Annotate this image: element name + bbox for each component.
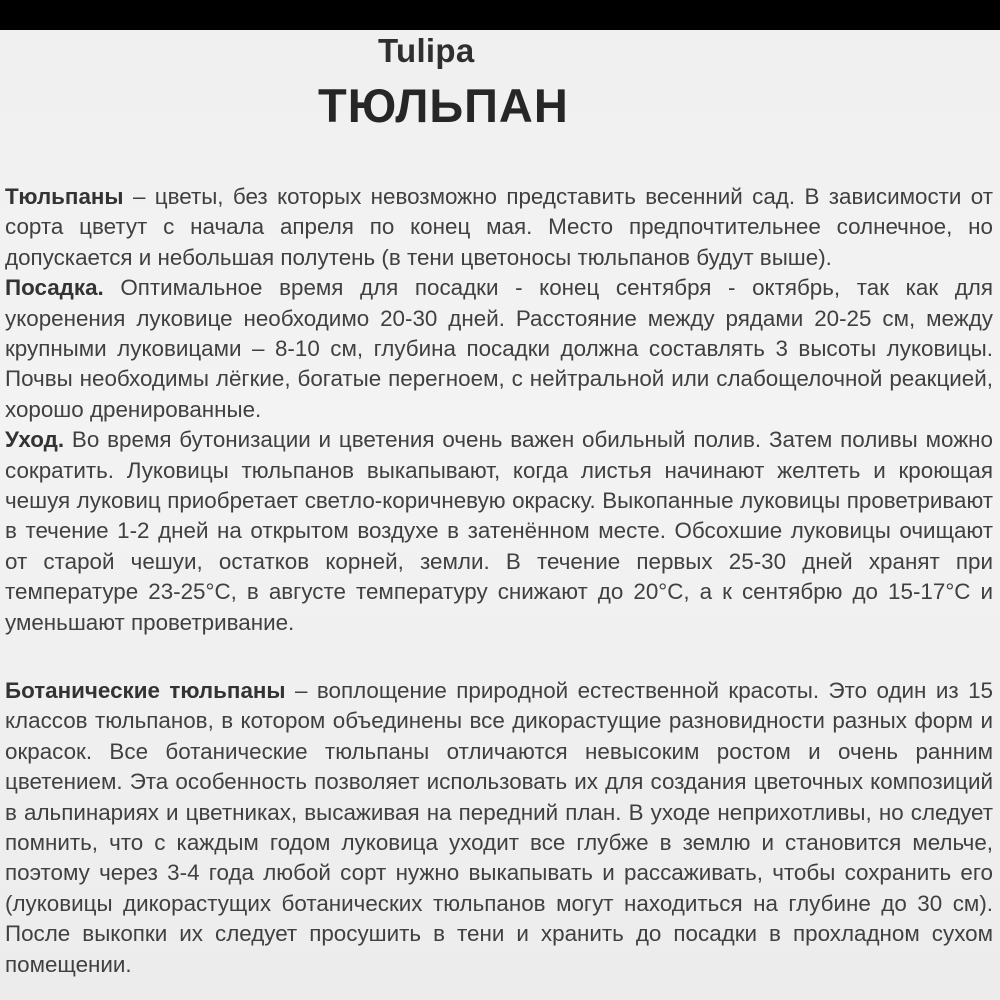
paragraph-label: Тюльпаны [5,184,124,209]
text-block-botanical [5,676,993,980]
paragraph-care [5,425,993,638]
paragraph-text: – воплощение природной естественной красоты. Это один из 15 классов тюльпанов, в котором объединены все дикорастущие разновидности разных форм и окрасок. Все ботанические тюльпаны отличаются невысоким ростом и очень ранним цветением. Эта особенность позволяет использовать их для создания цветочных композиций в альпинариях и цветниках, высаживая на передний план. В уходе неприхотливы, но следует помнить, что с каждым годом луковица уходит все глубже в землю и становится мельче, поэтому через 3-4 года любой сорт нужно выкапывать и рассаживать, чтобы сохранить его (луковицы дикорастущих ботанических тюльпанов могут находиться на глубине до 30 см). После выкопки их следует просушить в тени и хранить до посадки в прохладном сухом помещении. [5,678,993,977]
paragraph-label: Ботанические тюльпаны [5,678,286,703]
paragraph-text: Оптимальное время для посадки - конец сентября - октябрь, так как для укоренения луковице необходимо 20-30 дней. Расстояние между рядами 20-25 см, между крупными луковицами – 8-10 см, глубина посадки должна составлять 3 высоты луковицы. Почвы необходимы лёгкие, богатые перегноем, с нейтральной или слабощелочной реакцией, хорошо дренированные. [5,275,993,422]
paragraph-label: Уход. [5,427,65,453]
paragraph-tulips [5,182,993,273]
paragraph-planting [5,273,993,425]
paragraph-text: Во время бутонизации и цветения очень важен обильный полив. Затем поливы можно сократить. Луковицы тюльпанов выкапывают, когда листья начинают желтеть и кроющая чешуя луковиц приобретает светло-коричневую окраску. Выкопанные луковицы проветривают в течение 1-2 дней на открытом воздухе в затенённом месте. Обсохшие луковицы очищают от старой чешуи, остатков корней, земли. В течение первых 25-30 дней хранят при температуре 23-25°C, в августе температуру снижают до 20°C, а к сентябрю до 15-17°C и уменьшают проветривание. [5,427,993,635]
title-latin: Tulipa [378,32,475,69]
title-russian: ТЮЛЬПАН [318,79,569,132]
paragraph-text: – цветы, без которых невозможно представить весенний сад. В зависимости от сорта цветут с начала апреля по конец мая. Место предпочтительнее солнечное, но допускается и небольшая полутень (в тени цветоносы тюльпанов будут выше). [5,184,993,270]
text-block-care [5,182,993,638]
paragraph-botanical [5,676,993,980]
paragraph-label: Посадка. [5,275,104,301]
document-page [0,30,1000,1000]
